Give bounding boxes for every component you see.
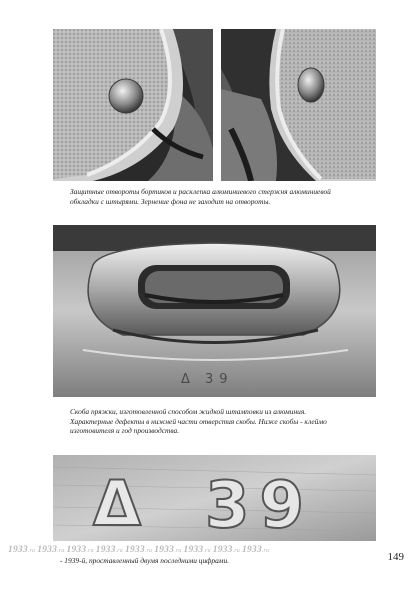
watermark-domain: 1933 (212, 545, 233, 555)
photo-buckle-bracket (53, 225, 376, 397)
watermark-item (242, 545, 269, 557)
bracket-stamp-number: 39 (205, 372, 234, 387)
watermark-tld: .ru (115, 548, 123, 554)
caption-rivet-line-2: обкладки с штырями. Зернение фона не заходит на отвороты. (70, 196, 271, 206)
caption-rivet-photos (60, 187, 385, 206)
watermark-domain: 1933 (66, 545, 87, 555)
watermark-domain: 1933 (8, 545, 28, 555)
watermark-item (8, 545, 35, 557)
maker-mark-glyph: Δ (93, 467, 141, 540)
watermark-domain: 1933 (125, 545, 145, 555)
watermark-tld: .ru (261, 548, 270, 554)
watermark-tld: .ru (144, 548, 153, 554)
caption-bracket-line-3: изготовителя и год производства. (70, 426, 180, 436)
caption-bracket-photo (60, 407, 385, 436)
watermark-domain: 1933 (95, 545, 116, 555)
watermark-tld: .ru (57, 548, 65, 554)
photo-rivet-right (221, 29, 376, 181)
photo-maker-stamp (53, 455, 376, 541)
caption-rivet-line-1: Защитные отвороты бортиков и расклепка алюминиевого стержня алюминиевой (70, 187, 331, 196)
year-stamp-digits: 39 (205, 469, 315, 541)
watermark-tld: .ru (174, 548, 182, 554)
watermark-tld: .ru (203, 548, 211, 554)
footer-caption: - 1939-й, проставленный двумя последними цифрами. (60, 556, 230, 565)
watermark-tld: .ru (86, 548, 94, 554)
photo-rivet-left (53, 29, 213, 181)
watermark-domain: 1933 (154, 545, 175, 555)
watermark-domain: 1933 (183, 545, 204, 555)
page-number: 149 (387, 551, 404, 563)
watermark-tld: .ru (232, 548, 240, 554)
watermark-domain: 1933 (37, 545, 58, 555)
watermark-domain: 1933 (242, 545, 262, 555)
caption-bracket-line-1: Скоба пряжки, изготовленной способом жидкой штамповки из алюминия. (70, 407, 307, 416)
watermark-tld: .ru (27, 548, 36, 554)
caption-bracket-line-2: Характерные дефекты в нижней части отверстия скобы. Ниже скобы - клеймо (70, 416, 327, 426)
bracket-stamp-mark: Δ (181, 372, 196, 387)
